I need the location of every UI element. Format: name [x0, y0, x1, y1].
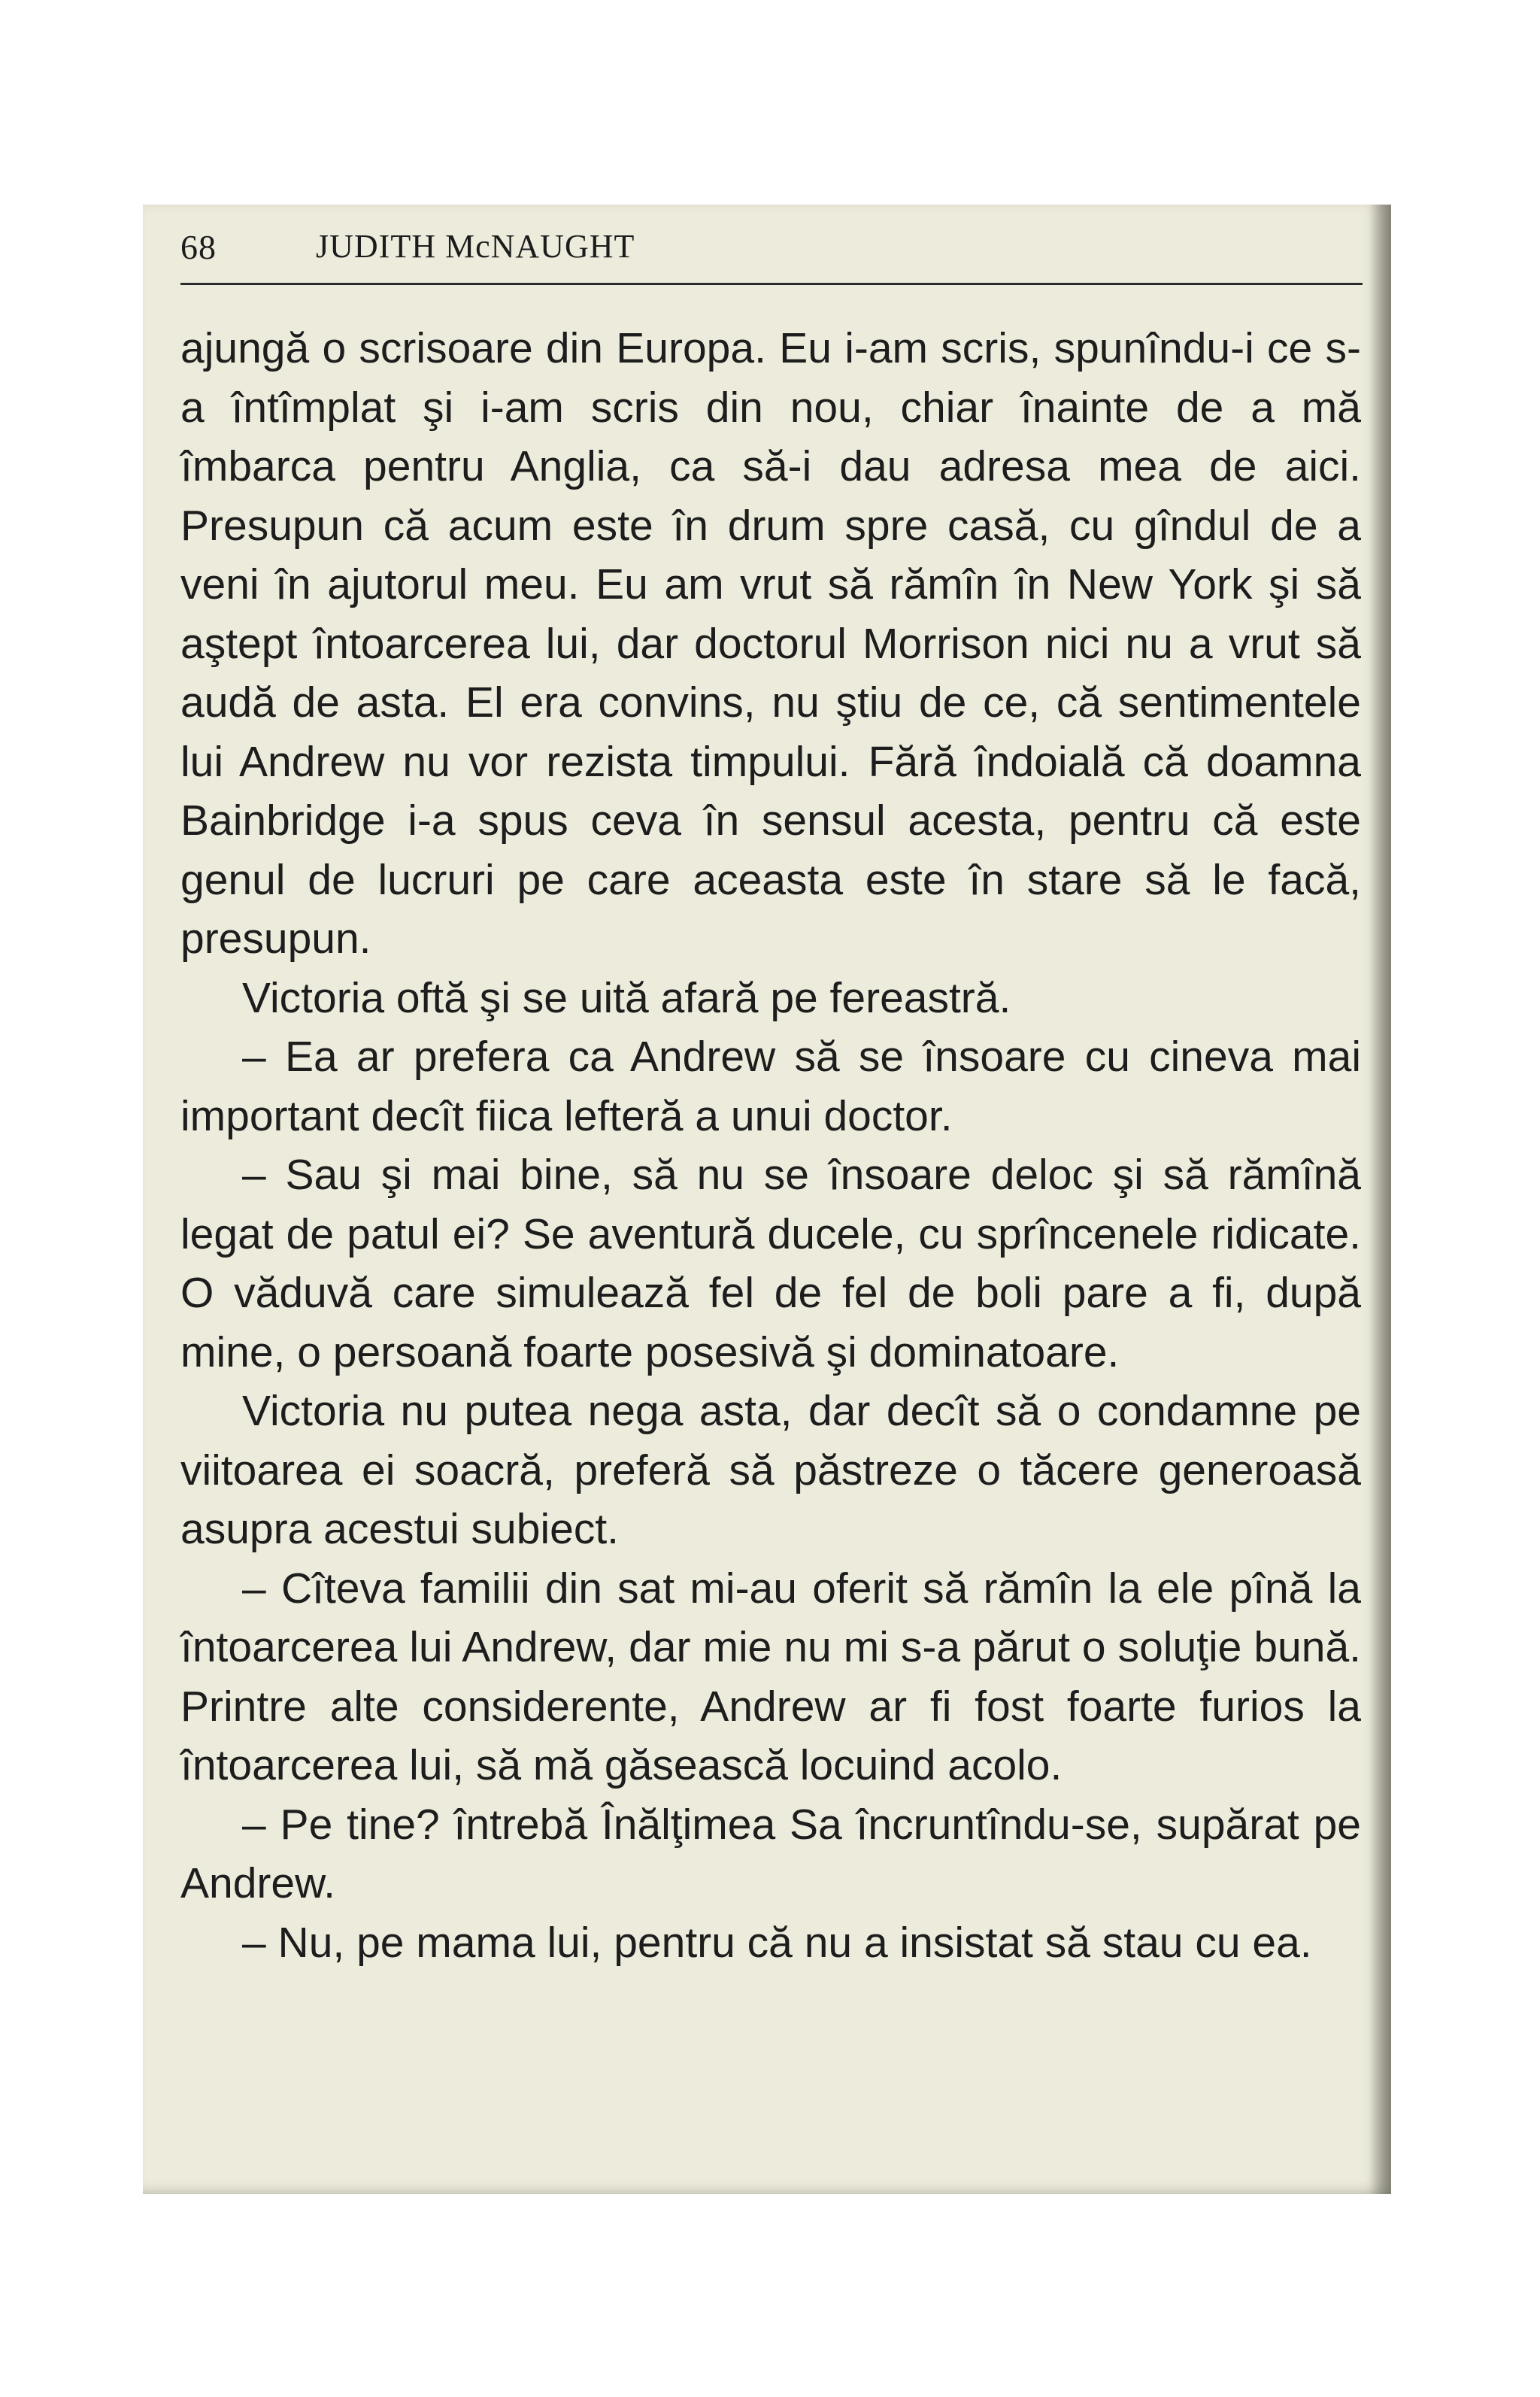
- paragraph: – Cîteva familii din sat mi-au oferit să rămîn la ele pînă la întoarcerea lui Andrew, dar mie nu mi s-a părut o soluţie bună. Printre alte considerente, Andrew ar fi fost foarte furios la întoarcerea lui, să mă găsească locuind acolo.: [180, 1564, 1361, 1789]
- paragraph: ajungă o scrisoare din Europa. Eu i-am scris, spunîndu-i ce s-a întîmplat şi i-am scris din nou, chiar înainte de a mă îmbarca pentru Anglia, ca să-i dau adresa mea de aici. Presupun că acum este în drum spre casă, cu gîndul de a veni în ajutorul meu. Eu am vrut să rămîn în New York şi să aştept întoarcerea lui, dar doctorul Morrison nici nu a vrut să audă de asta. El era convins, nu ştiu de ce, că sentimentele lui Andrew nu vor rezista timpului. Fără îndoială că doamna Bainbridge i-a spus ceva în sensul acesta, pentru că este genul de lucruri pe care aceasta este în stare să le facă, presupun.: [180, 324, 1361, 963]
- paragraph: – Ea ar prefera ca Andrew să se însoare cu cineva mai important decît fiica lefteră a unui doctor.: [180, 1033, 1361, 1140]
- page-header: [180, 227, 1369, 272]
- book-page: [143, 205, 1391, 2194]
- header-rule: [180, 283, 1363, 285]
- page-number: 68: [180, 228, 217, 266]
- paragraph: – Nu, pe mama lui, pentru că nu a insistat să stau cu ea.: [242, 1918, 1312, 1967]
- paragraph: – Pe tine? întrebă Înălţimea Sa încruntîndu-se, supărat pe Andrew.: [180, 1800, 1361, 1907]
- running-title: JUDITH McNAUGHT: [316, 228, 635, 265]
- paragraph: Victoria nu putea nega asta, dar decît să o condamne pe viitoarea ei soacră, preferă să păstreze o tăcere generoasă asupra acestui subiect.: [180, 1387, 1361, 1553]
- body-text: [180, 319, 1361, 1972]
- paragraph: Victoria oftă şi se uită afară pe fereastră.: [242, 973, 1011, 1022]
- page-spine-shadow: [1369, 205, 1391, 2194]
- paragraph: – Sau şi mai bine, să nu se însoare deloc şi să rămînă legat de patul ei? Se aventură ducele, cu sprîncenele ridicate. O văduvă care simulează fel de fel de boli pare a fi, după mine, o persoană foarte posesivă şi dominatoare.: [180, 1151, 1361, 1376]
